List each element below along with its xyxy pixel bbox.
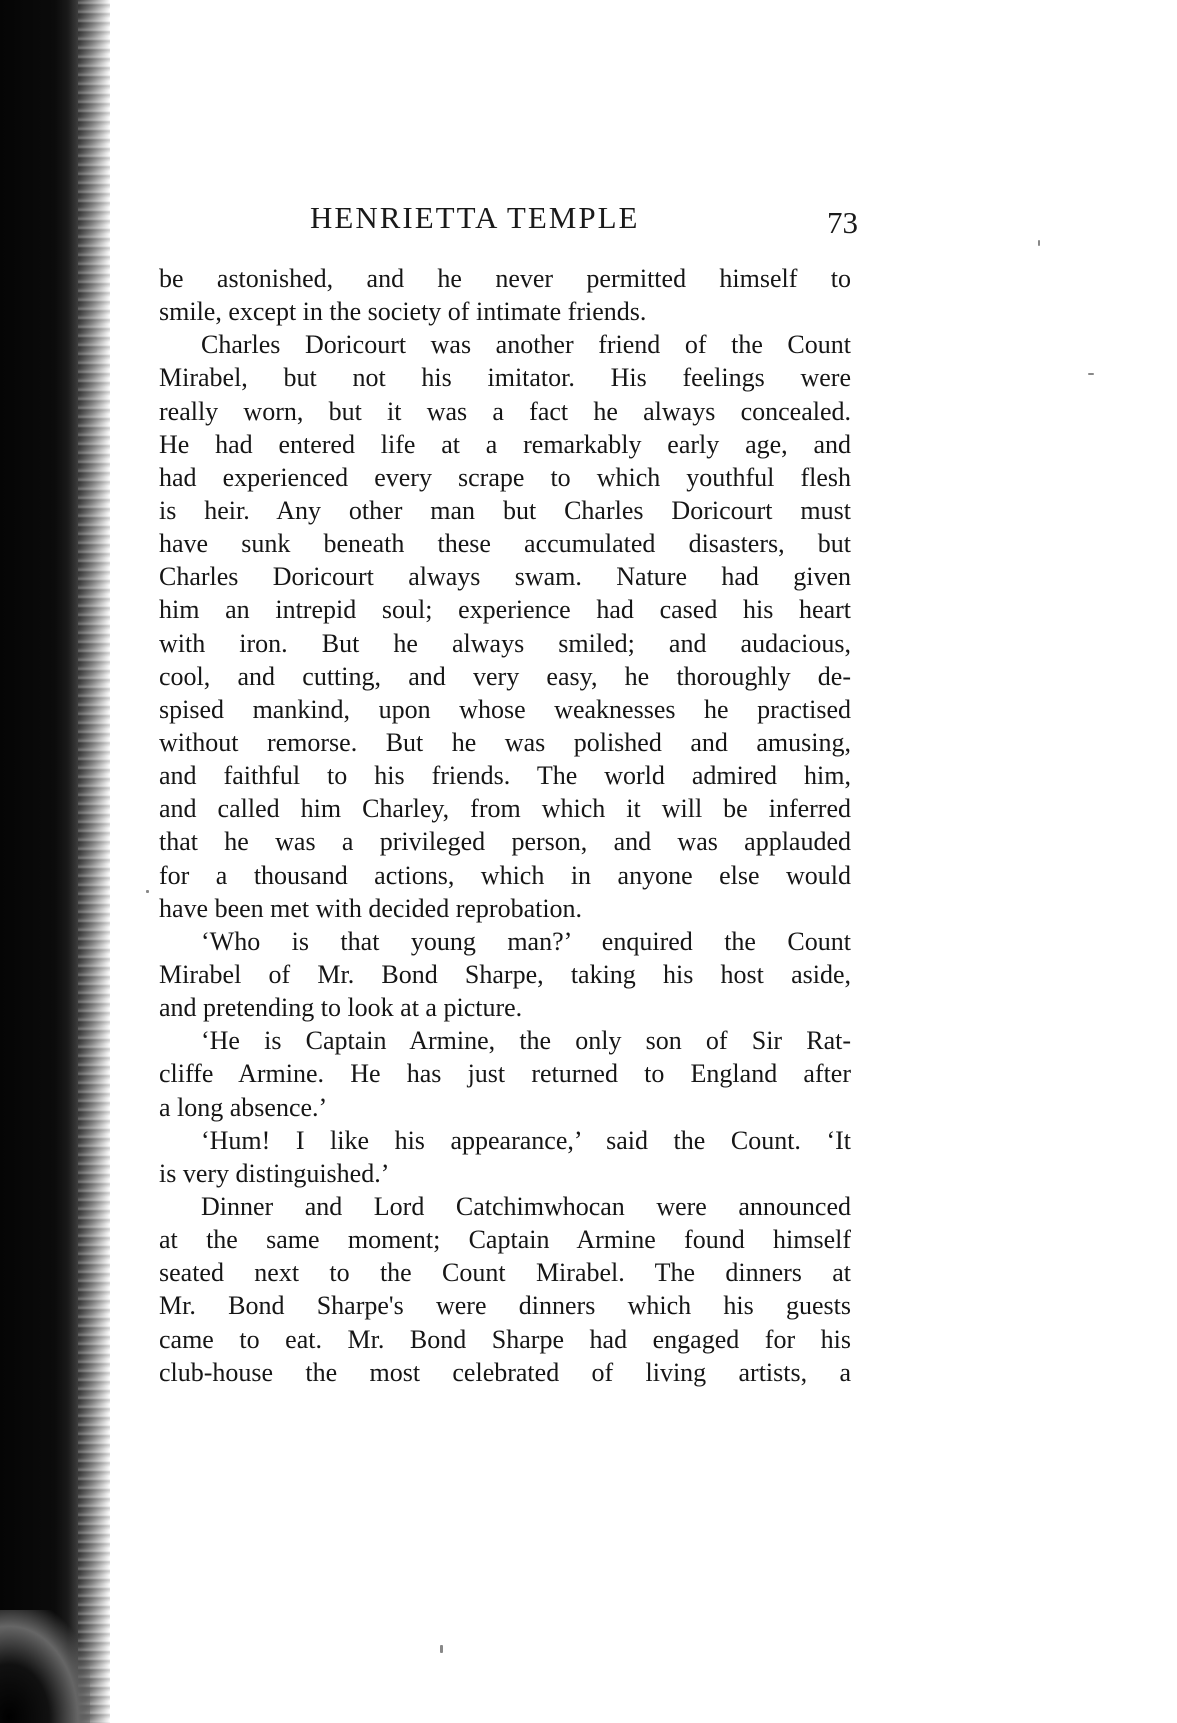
body-text <box>159 262 851 1389</box>
text-line: and faithful to his friends. The world admired him, <box>159 761 851 791</box>
text-line: Charles Doricourt always swam. Nature had given <box>159 562 851 592</box>
text-line: with iron. But he always smiled; and audacious, <box>159 628 851 658</box>
text-line: him an intrepid soul; experience had cased his heart <box>159 595 851 625</box>
text-line: for a thousand actions, which in anyone else would <box>159 860 851 890</box>
text-line: Mirabel, but not his imitator. His feelings were <box>159 363 851 393</box>
text-line: and called him Charley, from which it will be inferred <box>159 794 851 824</box>
page-number: 73 <box>827 205 858 240</box>
text-line: a long absence.’ <box>159 1092 328 1122</box>
text-line: have sunk beneath these accumulated disasters, but <box>159 529 851 559</box>
text-line: Mr. Bond Sharpe's were dinners which his guests <box>159 1291 851 1321</box>
text-line: is heir. Any other man but Charles Doricourt must <box>159 495 851 525</box>
text-line: ‘Who is that young man?’ enquired the Count <box>201 926 851 956</box>
running-title: HENRIETTA TEMPLE <box>310 200 640 235</box>
text-line: be astonished, and he never permitted himself to <box>159 264 851 293</box>
text-line: cliffe Armine. He has just returned to England after <box>159 1059 851 1089</box>
text-line: really worn, but it was a fact he always concealed. <box>159 396 851 426</box>
text-line: Mirabel of Mr. Bond Sharpe, taking his host aside, <box>159 959 851 989</box>
text-line: have been met with decided reprobation. <box>159 893 583 923</box>
text-line: that he was a privileged person, and was applauded <box>159 827 851 857</box>
text-line: without remorse. But he was polished and amusing, <box>159 727 851 757</box>
text-line: club-house the most celebrated of living artists, a <box>159 1357 851 1387</box>
text-line: cool, and cutting, and very easy, he thoroughly de- <box>159 661 851 691</box>
stray-mark <box>1038 240 1040 246</box>
text-line: had experienced every scrape to which youthful flesh <box>159 462 851 492</box>
text-line: Charles Doricourt was another friend of the Count <box>201 330 851 360</box>
text-line: He had entered life at a remarkably early age, and <box>159 429 851 459</box>
text-line: ‘He is Captain Armine, the only son of Sir Rat- <box>201 1026 851 1056</box>
gutter-speckle <box>78 0 110 1723</box>
corner-ink-blot <box>0 1610 90 1723</box>
stray-mark <box>1088 373 1094 375</box>
text-line: smile, except in the society of intimate friends. <box>159 297 647 327</box>
text-line: ‘Hum! I like his appearance,’ said the Count. ‘It <box>201 1125 851 1155</box>
text-line: is very distinguished.’ <box>159 1158 390 1188</box>
stray-mark <box>440 1645 443 1653</box>
text-line: spised mankind, upon whose weaknesses he practised <box>159 694 851 724</box>
stray-mark <box>146 890 149 893</box>
text-line: Dinner and Lord Catchimwhocan were announced <box>201 1191 851 1221</box>
text-line: at the same moment; Captain Armine found himself <box>159 1225 851 1255</box>
text-line: came to eat. Mr. Bond Sharpe had engaged for his <box>159 1324 851 1354</box>
text-line: and pretending to look at a picture. <box>159 993 523 1023</box>
text-line: seated next to the Count Mirabel. The dinners at <box>159 1258 851 1288</box>
